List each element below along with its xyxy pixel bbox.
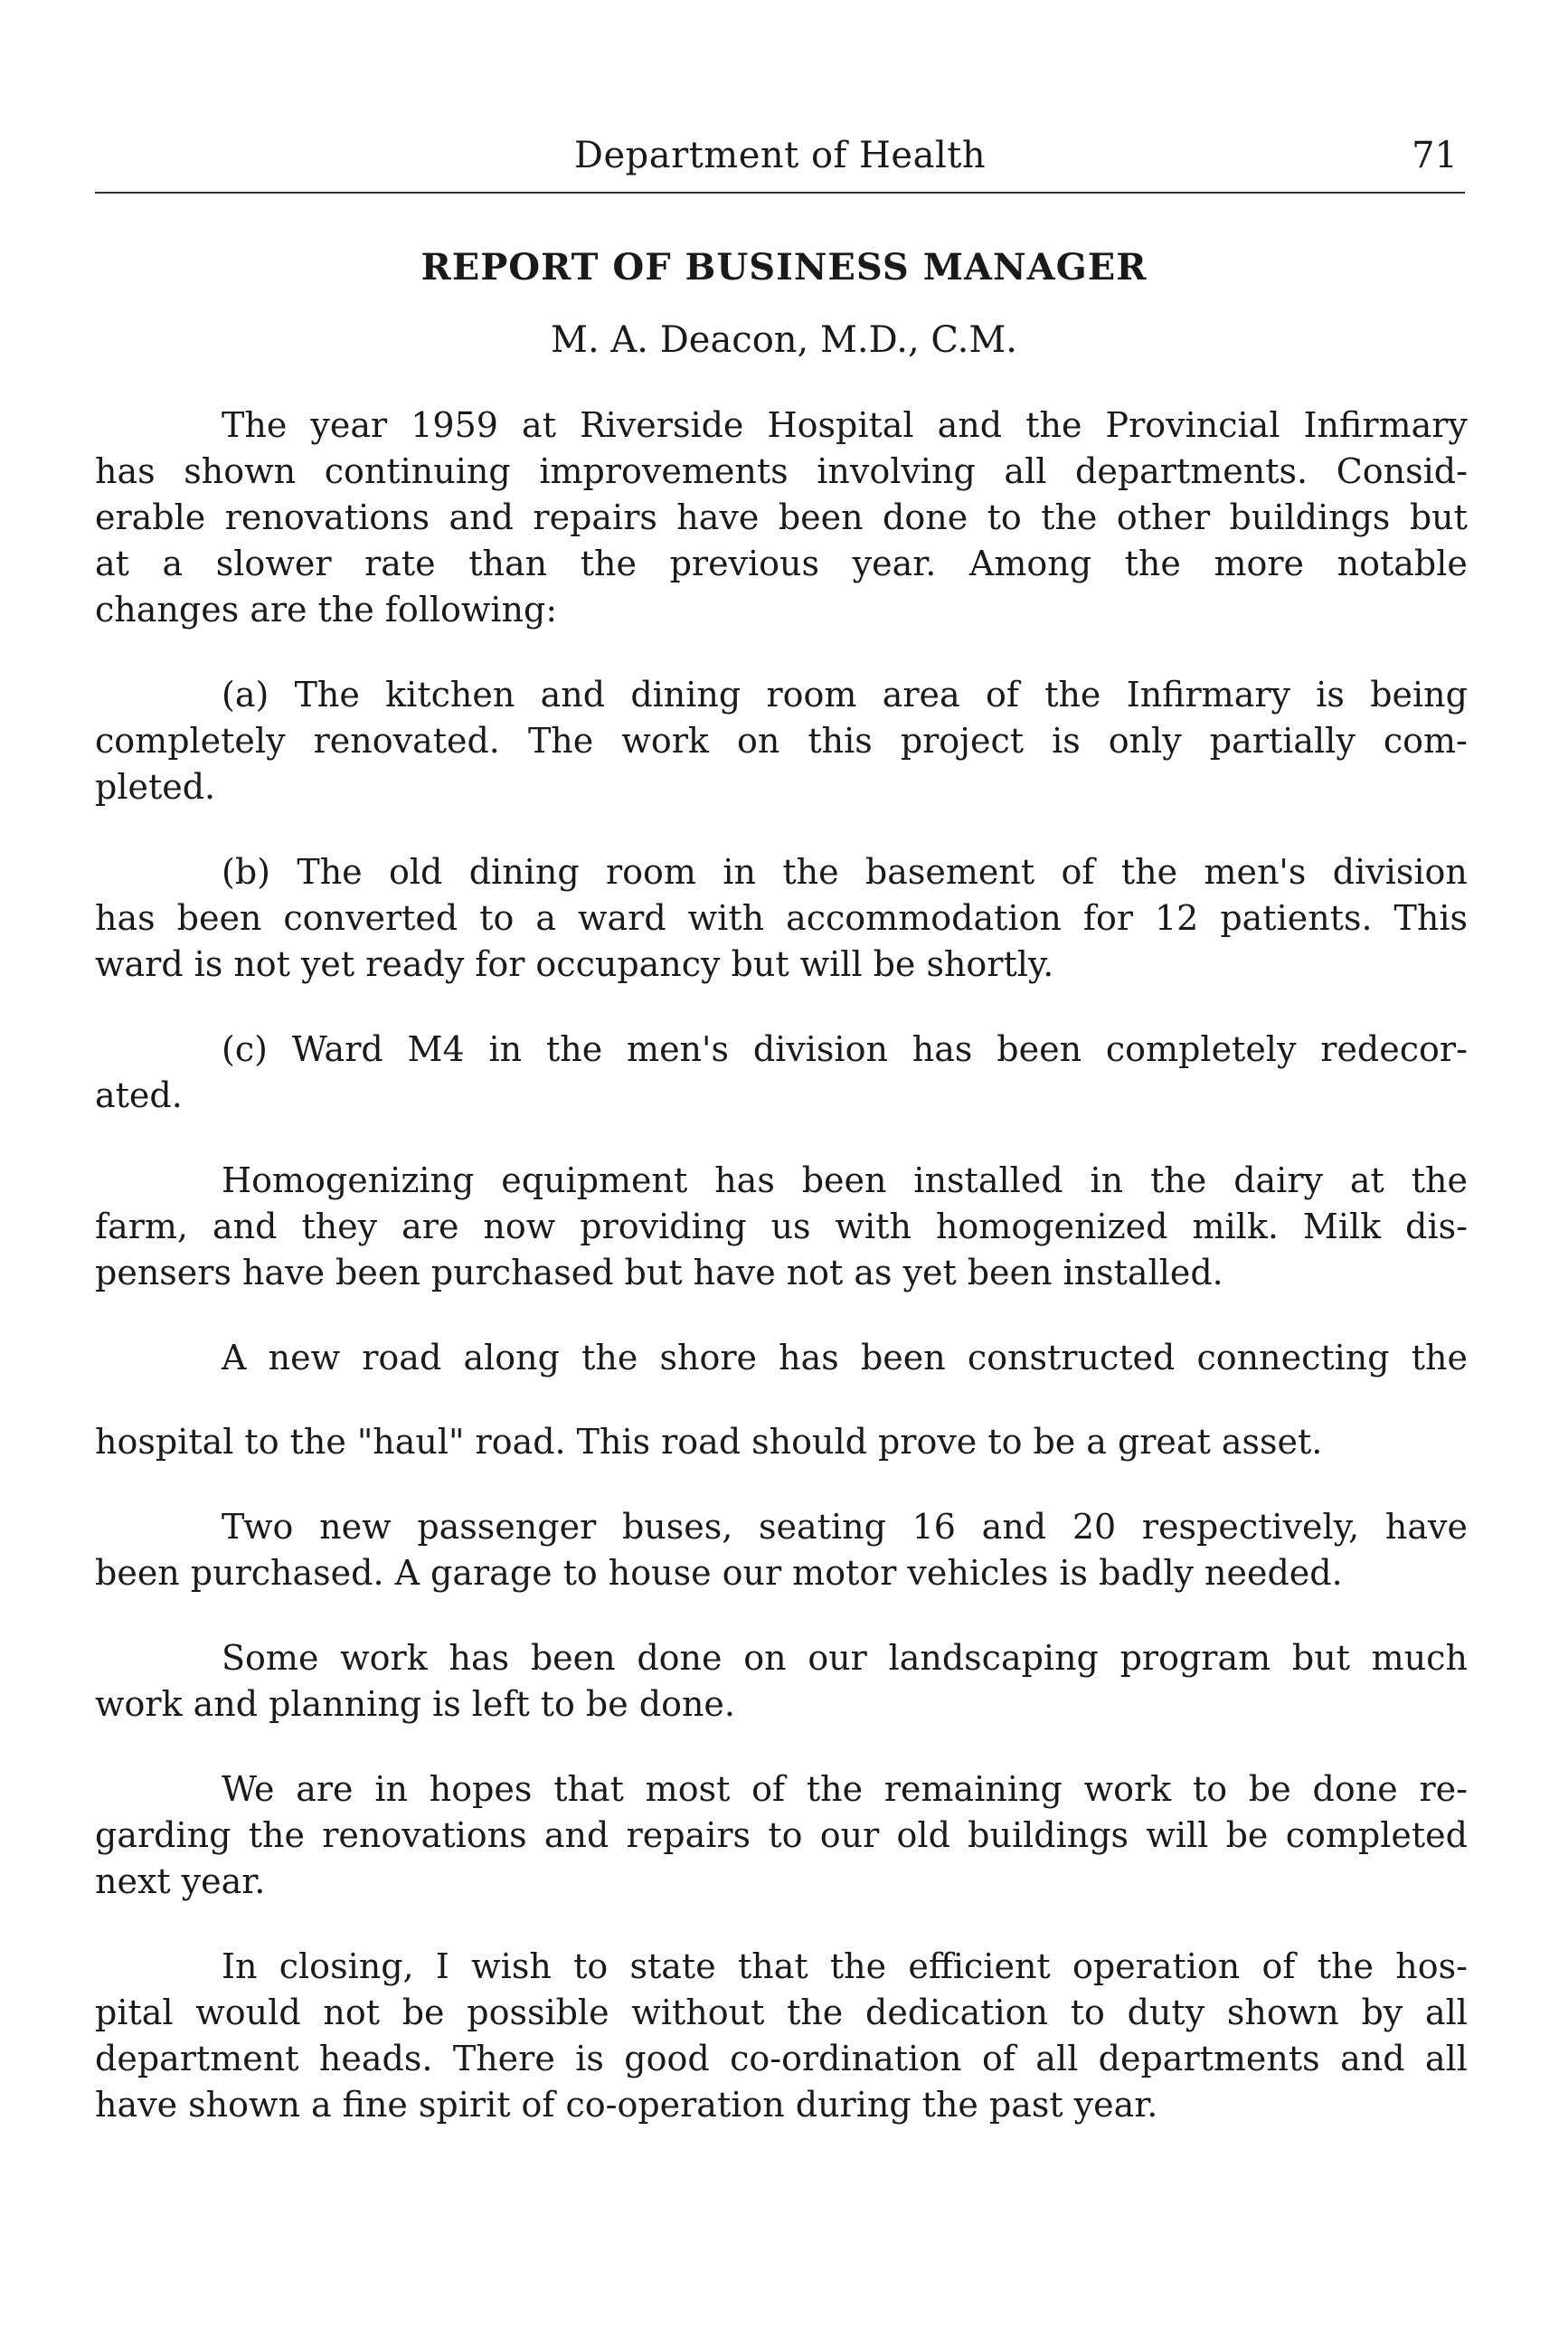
running-head: Department of Health: [573, 135, 987, 176]
paragraph: [95, 1158, 1468, 1296]
paragraph: [95, 672, 1468, 810]
text-line: garding the renovations and repairs to our old buildings will be completed: [95, 1815, 1468, 1855]
text-line: work and planning is left to be done.: [95, 1684, 735, 1724]
text-line: ward is not yet ready for occupancy but will be shortly.: [95, 944, 1054, 984]
text-line: farm, and they are now providing us with homogenized milk. Milk dis-: [95, 1207, 1468, 1246]
text-line: erable renovations and repairs have been done to the other buildings but: [95, 497, 1468, 537]
page-header: [95, 128, 1465, 194]
text-line: been purchased. A garage to house our motor vehicles is badly needed.: [95, 1553, 1343, 1593]
text-line: pital would not be possible without the dedication to duty shown by all: [95, 1993, 1468, 2032]
paragraph: [95, 1027, 1468, 1119]
text-line: department heads. There is good co-ordination of all departments and all: [95, 2039, 1468, 2078]
text-line: Homogenizing equipment has been installed in the dairy at the: [222, 1160, 1468, 1200]
report-title: REPORT OF BUSINESS MANAGER: [420, 246, 1148, 289]
text-line: pleted.: [95, 767, 216, 807]
text-line: hospital to the "haul" road. This road should prove to be a great asset.: [95, 1422, 1323, 1462]
text-line: next year.: [95, 1861, 266, 1901]
text-line: Some work has been done on our landscaping program but much: [222, 1638, 1468, 1678]
paragraph: [95, 1504, 1468, 1596]
paragraph: [95, 1335, 1468, 1465]
text-line: have shown a fine spirit of co-operation during the past year.: [95, 2085, 1158, 2125]
text-line: (c) Ward M4 in the men's division has been completely redecor-: [222, 1029, 1468, 1069]
text-line: (a) The kitchen and dining room area of the Infirmary is being: [222, 675, 1468, 715]
page-number: 71: [1412, 135, 1458, 176]
report-author: M. A. Deacon, M.D., C.M.: [551, 319, 1017, 361]
paragraph: [95, 1944, 1468, 2128]
text-line: A new road along the shore has been constructed connecting the: [222, 1338, 1468, 1378]
text-line: The year 1959 at Riverside Hospital and the Provincial Infirmary: [222, 405, 1468, 445]
text-line: changes are the following:: [95, 590, 558, 630]
text-line: Two new passenger buses, seating 16 and 20 respectively, have: [222, 1507, 1468, 1547]
text-line: at a slower rate than the previous year. Among the more notable: [95, 544, 1468, 583]
text-line: ated.: [95, 1075, 183, 1115]
report-body: [95, 402, 1468, 2128]
text-line: (b) The old dining room in the basement of the men's division: [222, 852, 1468, 892]
text-line: has been converted to a ward with accommodation for 12 patients. This: [95, 898, 1468, 938]
paragraph: [95, 1766, 1468, 1905]
text-line: has shown continuing improvements involving all departments. Consid-: [95, 451, 1468, 491]
text-line: pensers have been purchased but have not as yet been installed.: [95, 1253, 1223, 1292]
text-line: In closing, I wish to state that the efficient operation of the hos-: [222, 1946, 1468, 1986]
paragraph: [95, 849, 1468, 988]
text-line: We are in hopes that most of the remaining work to be done re-: [222, 1769, 1468, 1809]
paragraph: [95, 1635, 1468, 1728]
paragraph: [95, 402, 1468, 633]
text-line: completely renovated. The work on this project is only partially com-: [95, 721, 1468, 761]
